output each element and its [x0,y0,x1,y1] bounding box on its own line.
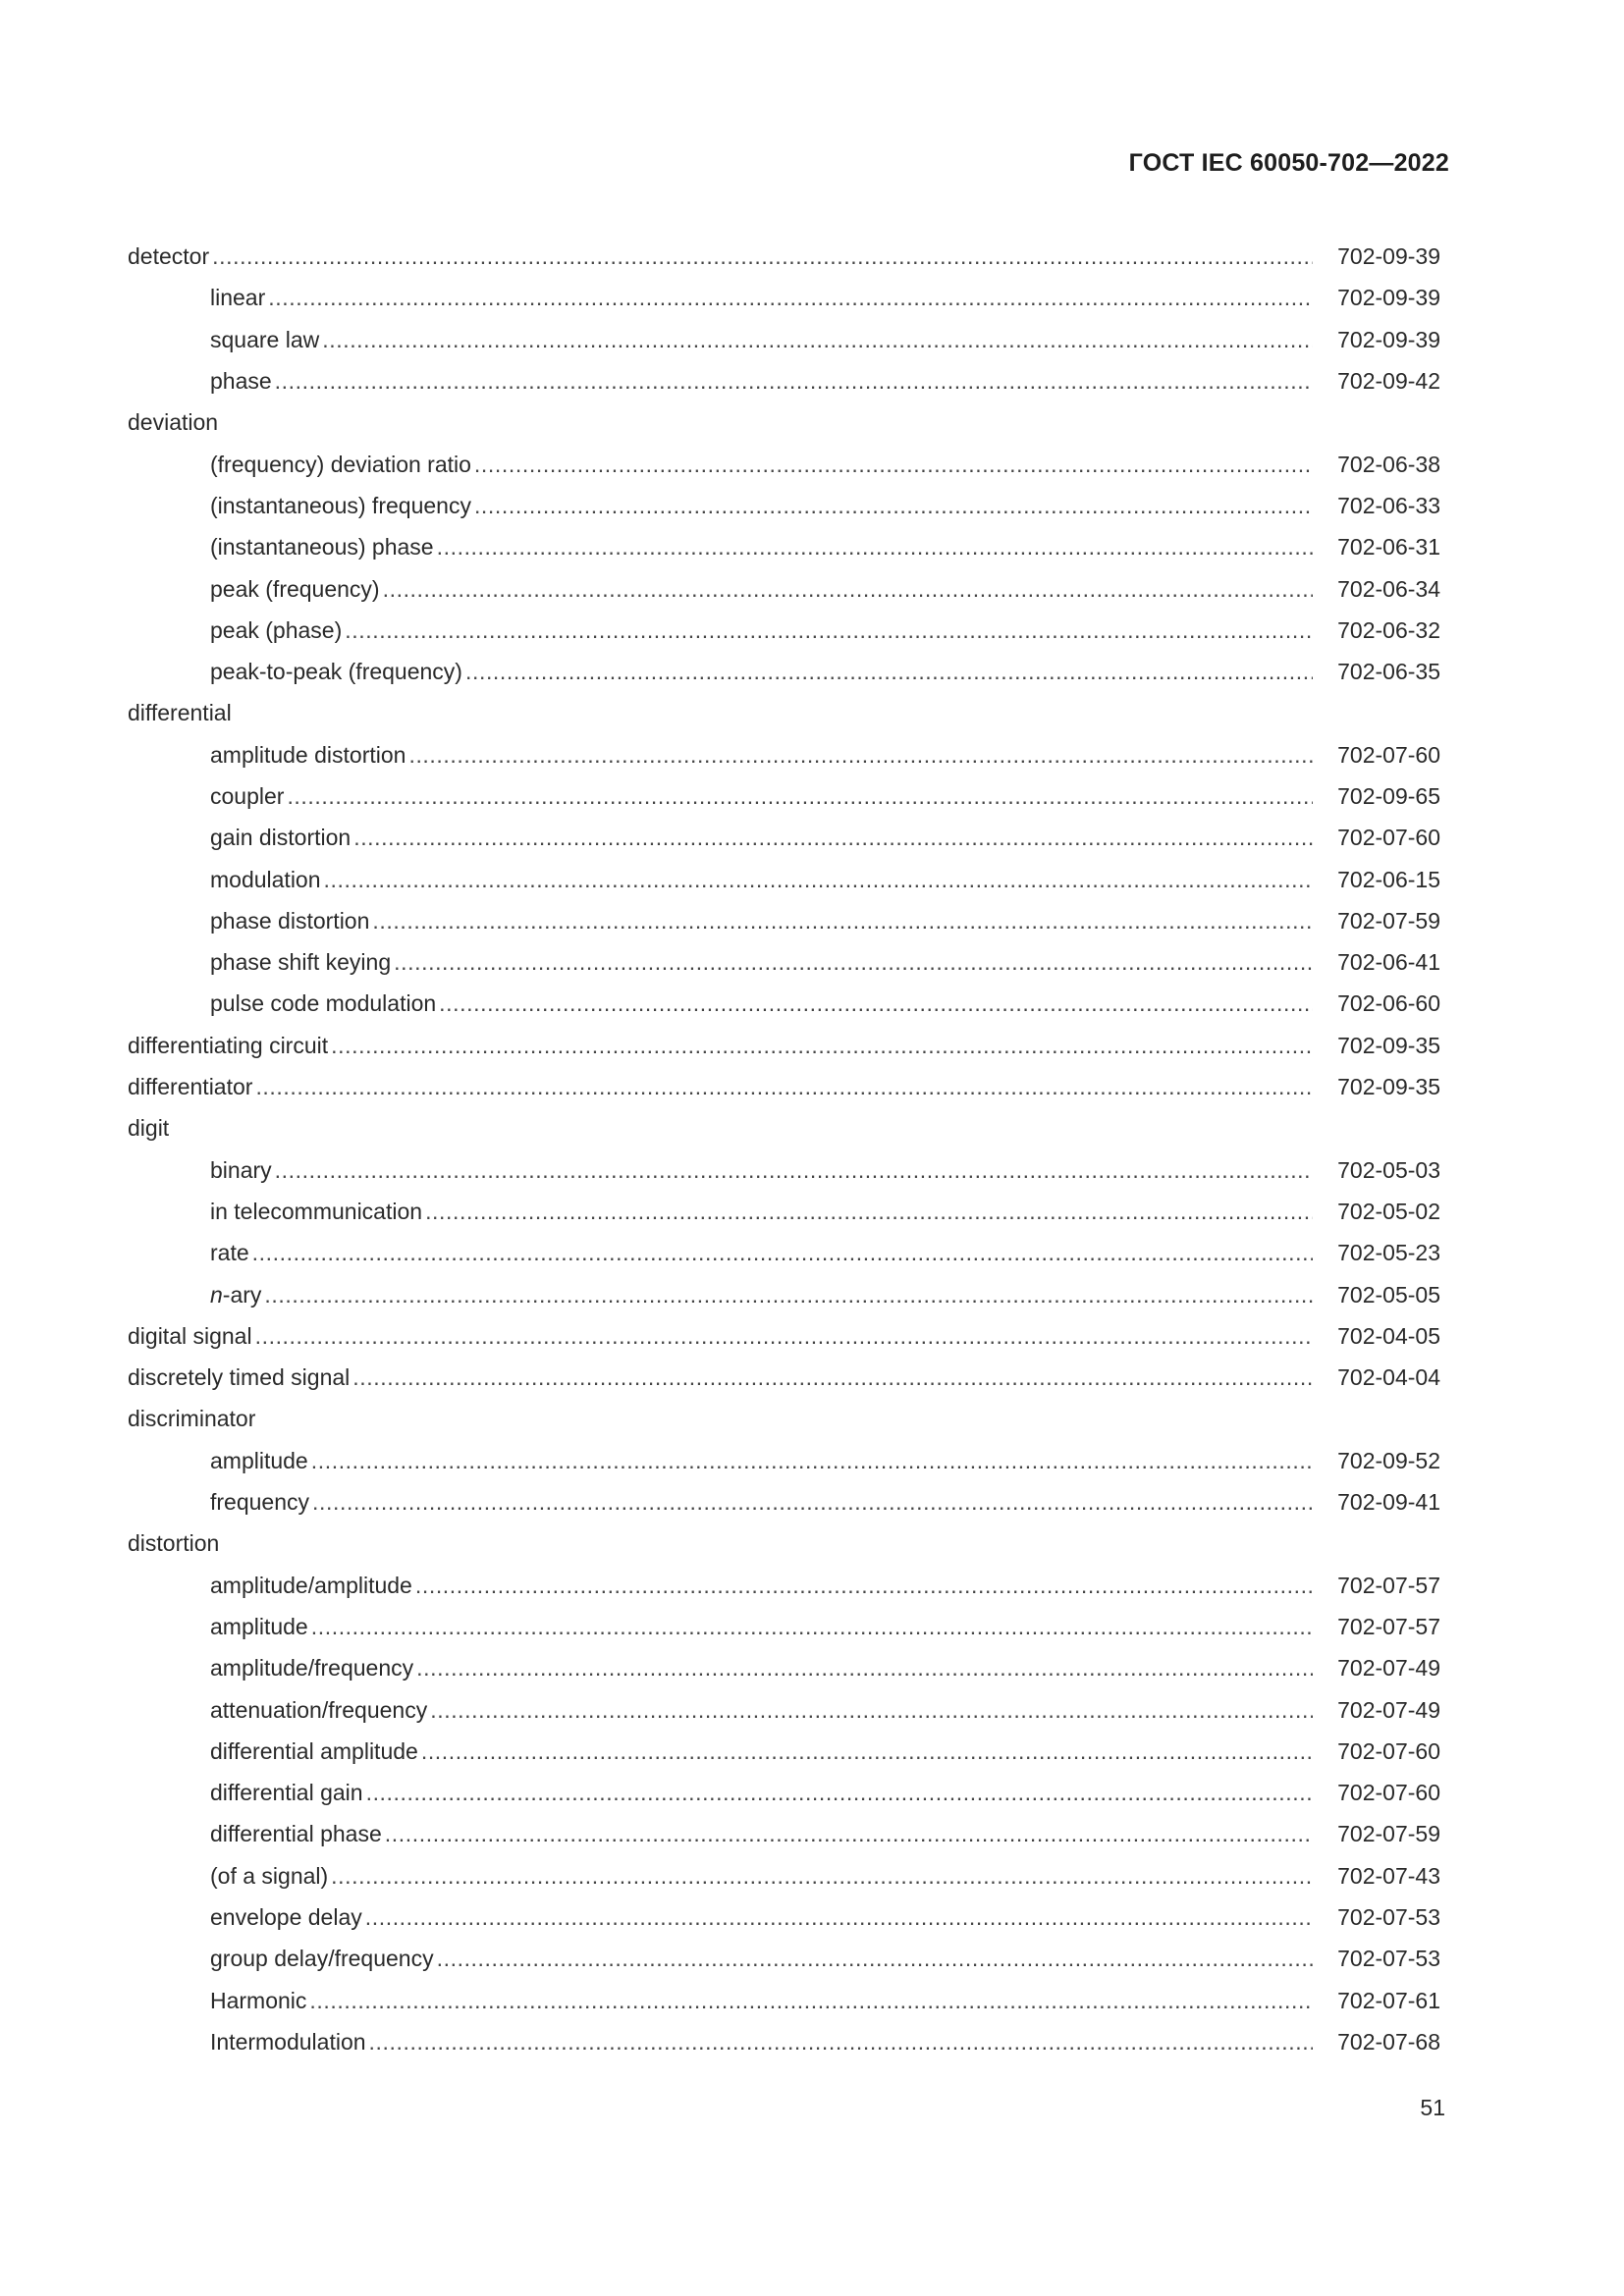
index-reference: 702-06-31 [1337,534,1440,561]
dot-leader [322,326,1313,353]
dot-leader [383,575,1313,603]
index-term: amplitude/frequency [210,1655,414,1682]
index-subentry [128,1772,1440,1813]
index-reference: 702-07-57 [1337,1613,1440,1639]
dot-leader [369,2028,1313,2056]
index-reference: 702-07-43 [1337,1862,1440,1889]
dot-leader [309,1987,1313,2014]
index-subentry [128,858,1440,899]
index-term: amplitude distortion [210,741,406,768]
index-subentry [128,941,1440,983]
index-reference: 702-09-65 [1337,783,1440,809]
dot-leader [385,1820,1313,1847]
dot-leader [212,242,1313,270]
dot-leader [437,533,1313,561]
index-reference: 702-07-49 [1337,1696,1440,1723]
dot-leader [437,1945,1313,1972]
dot-leader [372,907,1313,934]
index-reference: 702-06-34 [1337,575,1440,602]
index-subentry [128,1191,1440,1232]
index-subentry [128,1813,1440,1854]
index-term: peak-to-peak (frequency) [210,659,462,685]
index-reference: 702-06-32 [1337,616,1440,643]
index-term: differential phase [210,1821,382,1847]
dot-leader [222,1529,1313,1557]
index-reference: 702-09-39 [1337,243,1440,270]
dot-leader [353,824,1313,851]
index-reference: 702-09-42 [1337,368,1440,395]
index-subentry [128,319,1440,360]
index-subentry [128,1896,1440,1938]
index-term: (of a signal) [210,1862,329,1889]
dot-leader [258,1405,1313,1432]
index-subentry [128,485,1440,526]
index-subentry [128,567,1440,609]
index-subentry [128,817,1440,858]
index-entry [128,401,1440,443]
index-subentry [128,360,1440,401]
index-term: in telecommunication [210,1198,423,1224]
index-term: differential [128,700,232,726]
index-reference: 702-07-60 [1337,825,1440,851]
index-subentry [128,1647,1440,1688]
index-subentry [128,734,1440,775]
index-reference: 702-05-05 [1337,1281,1440,1308]
index-reference: 702-07-59 [1337,907,1440,934]
index-reference: 702-06-33 [1337,492,1440,518]
index-subentry [128,1938,1440,1979]
dot-leader [421,1737,1313,1765]
index-reference: 702-07-57 [1337,1572,1440,1598]
index-term: differential gain [210,1780,363,1806]
dot-leader [324,866,1313,893]
index-entry [128,1398,1440,1439]
index-term: pulse code modulation [210,990,437,1017]
index-entry [128,1107,1440,1148]
dot-leader [287,782,1313,810]
dot-leader [425,1198,1313,1225]
index-subentry [128,526,1440,567]
dot-leader [264,1281,1313,1308]
index-subentry [128,1440,1440,1481]
index-subentry [128,1273,1440,1314]
index-term: (instantaneous) frequency [210,492,471,518]
dot-leader [331,1862,1313,1890]
index-reference: 702-07-60 [1337,1737,1440,1764]
index-reference: 702-05-02 [1337,1198,1440,1224]
index-term: deviation [128,409,219,436]
index-term: linear [210,285,266,311]
index-reference: 702-06-41 [1337,949,1440,976]
index-reference: 702-09-39 [1337,285,1440,311]
index-subentry [128,775,1440,817]
index-reference: 702-07-60 [1337,1780,1440,1806]
index-reference: 702-06-35 [1337,659,1440,685]
index-subentry [128,1731,1440,1772]
dot-leader [416,1654,1313,1682]
index-term: discretely timed signal [128,1364,351,1391]
index-entry [128,1357,1440,1398]
index-term: square law [210,326,320,352]
index-term [210,1281,261,1308]
index-term: digital signal [128,1322,252,1349]
dot-leader [430,1696,1313,1724]
index-term: peak (frequency) [210,575,380,602]
index-subentry [128,1565,1440,1606]
index-reference: 702-09-41 [1337,1489,1440,1516]
dot-leader [252,1239,1313,1266]
dot-leader [275,1156,1313,1184]
index-term: Harmonic [210,1987,307,2013]
index-term: binary [210,1156,272,1183]
index-subentry [128,610,1440,651]
index-term: amplitude [210,1447,308,1473]
dot-leader [235,699,1313,726]
index-term: Intermodulation [210,2028,366,2055]
index-entry [128,1522,1440,1564]
index-subentry [128,651,1440,692]
index-reference: 702-04-04 [1337,1364,1440,1391]
index-subentry [128,277,1440,318]
index-term: modulation [210,866,321,892]
index-term: group delay/frequency [210,1946,434,1972]
index-term-text: -ary [222,1281,262,1308]
index-term: attenuation/frequency [210,1696,428,1723]
index-term-italic: n [210,1281,223,1308]
dot-leader [345,616,1313,644]
dot-leader [268,284,1313,311]
index-reference: 702-09-35 [1337,1074,1440,1100]
dot-leader [352,1363,1313,1391]
index-reference: 702-07-68 [1337,2028,1440,2055]
dot-leader [365,1903,1313,1931]
dot-leader [394,948,1313,976]
index-subentry [128,2021,1440,2062]
index-term: differentiating circuit [128,1032,329,1058]
index-reference: 702-07-53 [1337,1904,1440,1931]
index-term: amplitude/amplitude [210,1572,412,1598]
index-entry [128,236,1440,277]
index-term: frequency [210,1489,310,1516]
index-reference: 702-07-61 [1337,1987,1440,2013]
dot-leader [221,408,1313,436]
dot-leader [311,1613,1313,1640]
index-term: phase distortion [210,907,370,934]
index-term: digit [128,1115,170,1142]
index-entry [128,1315,1440,1357]
index-entry [128,1025,1440,1066]
index-term: amplitude [210,1613,308,1639]
index-subentry [128,1149,1440,1191]
page-number: 51 [1420,2095,1445,2120]
dot-leader [255,1073,1313,1100]
index-term: phase shift keying [210,949,392,976]
index-term: gain distortion [210,825,352,851]
dot-leader [474,451,1313,478]
index-term: coupler [210,783,285,809]
index-subentry [128,1481,1440,1522]
index-term: differentiator [128,1074,253,1100]
index-term: discriminator [128,1406,256,1432]
index-entry [128,1066,1440,1107]
index-term: phase [210,368,272,395]
index-subentry [128,1232,1440,1273]
index-term: (frequency) deviation ratio [210,451,471,477]
document-header: ГОСТ IEC 60050-702—2022 [1128,149,1449,177]
dot-leader [465,658,1313,685]
index-reference: 702-07-60 [1337,741,1440,768]
index-entry [128,692,1440,733]
dot-leader [311,1447,1313,1474]
index-subentry [128,1979,1440,2020]
index-list [128,236,1440,2062]
index-reference: 702-07-53 [1337,1946,1440,1972]
index-term: (instantaneous) phase [210,534,434,561]
dot-leader [366,1779,1313,1806]
index-reference: 702-07-49 [1337,1655,1440,1682]
index-term: distortion [128,1530,220,1557]
index-reference: 702-05-23 [1337,1240,1440,1266]
dot-leader [312,1488,1313,1516]
index-subentry [128,1855,1440,1896]
index-reference: 702-07-59 [1337,1821,1440,1847]
dot-leader [275,367,1313,395]
dot-leader [172,1114,1313,1142]
index-subentry [128,443,1440,484]
index-reference: 702-04-05 [1337,1322,1440,1349]
index-subentry [128,1688,1440,1730]
dot-leader [439,989,1313,1017]
dot-leader [255,1322,1313,1350]
index-subentry [128,983,1440,1024]
dot-leader [331,1032,1313,1059]
index-term: detector [128,243,210,270]
index-reference: 702-05-03 [1337,1156,1440,1183]
dot-leader [408,741,1313,769]
index-term: differential amplitude [210,1737,418,1764]
index-reference: 702-09-35 [1337,1032,1440,1058]
dot-leader [415,1572,1313,1599]
index-reference: 702-06-60 [1337,990,1440,1017]
index-reference: 702-09-52 [1337,1447,1440,1473]
dot-leader [474,492,1313,519]
index-term: envelope delay [210,1904,362,1931]
index-subentry [128,1606,1440,1647]
index-reference: 702-06-15 [1337,866,1440,892]
index-term: rate [210,1240,249,1266]
index-subentry [128,900,1440,941]
index-term: peak (phase) [210,616,343,643]
index-reference: 702-06-38 [1337,451,1440,477]
index-reference: 702-09-39 [1337,326,1440,352]
